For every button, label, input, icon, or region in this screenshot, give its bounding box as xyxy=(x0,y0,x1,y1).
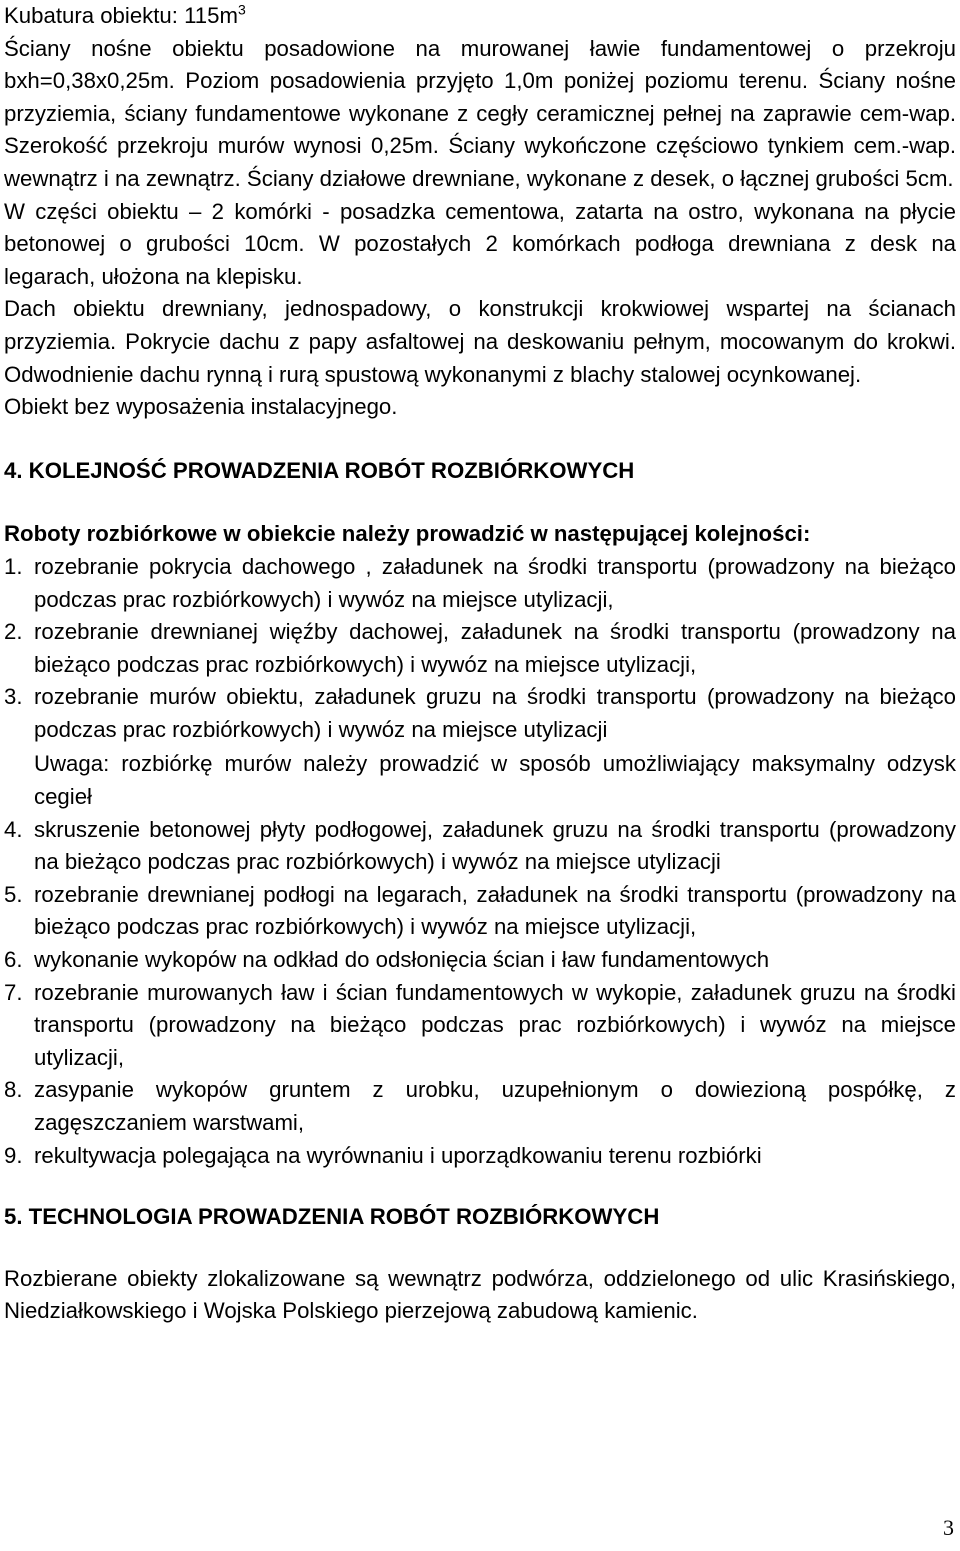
list-item-number: 6. xyxy=(4,947,23,973)
list-item-text: wykonanie wykopów na odkład do odsłonięcia ścian i ław fundamentowych xyxy=(34,947,770,973)
list-item-text: rozebranie drewnianej podłogi na legarach, załadunek na środki transportu (prowadzony na bieżąco podczas prac rozbiórkowych) i wywóz na miejsce utylizacji, xyxy=(34,881,956,940)
list-item-number: 2. xyxy=(4,619,23,645)
list-item xyxy=(4,944,956,977)
list-item-number: 5. xyxy=(4,881,23,907)
list-item-text: skruszenie betonowej płyty podłogowej, załadunek gruzu na środki transportu (prowadzony na bieżąco podczas prac rozbiórkowych) i wywóz na miejsce utylizacji xyxy=(34,816,956,875)
list-item-text: rozebranie pokrycia dachowego , załadunek na środki transportu (prowadzony na bieżąco podczas prac rozbiórkowych) i wywóz na miejsce utylizacji, xyxy=(34,553,956,612)
document-page xyxy=(4,0,956,1328)
list-item-body xyxy=(34,681,956,813)
list-item xyxy=(4,814,956,879)
section-5-paragraph: Rozbierane obiekty zlokalizowane są wewnątrz podwórza, oddzielonego od ulic Krasińskiego, Niedziałkowskiego i Wojska Polskiego pierzejową zabudową kamienic. xyxy=(4,1265,956,1324)
intro-paragraph-roof: Dach obiektu drewniany, jednospadowy, o konstrukcji krokwiowej wspartej na ścianach przyziemia. Pokrycie dachu z papy asfaltowej na deskowaniu pełnym, mocowanym do krokwi. Odwodnienie dachu rynną i rurą spustową wykonanymi z blachy stalowej ocynkowanej. xyxy=(4,296,956,387)
list-item-number: 7. xyxy=(4,979,23,1005)
list-item-number: 4. xyxy=(4,816,23,842)
section-5-heading: 5. TECHNOLOGIA PROWADZENIA ROBÓT ROZBIÓRKOWYCH xyxy=(4,1204,660,1230)
list-item-text: rozebranie murów obiektu, załadunek gruzu na środki transportu (prowadzony na bieżąco podczas prac rozbiórkowych) i wywóz na miejsce utylizacji xyxy=(34,684,956,742)
list-item-number: 1. xyxy=(4,553,23,579)
intro-paragraph-floors: W części obiektu – 2 komórki - posadzka cementowa, zatarta na ostro, wykonana na płycie betonowej o grubości 10cm. W pozostałych 2 komórkach podłoga drewniana z desk na legarach, ułożona na klepisku. xyxy=(4,198,956,289)
list-item-number: 8. xyxy=(4,1077,23,1103)
list-item xyxy=(4,1140,956,1173)
list-item-text: rozebranie murowanych ław i ścian fundamentowych w wykopie, załadunek gruzu na środki transportu (prowadzony na bieżąco podczas prac rozbiórkowych) i wywóz na miejsce utylizacji, xyxy=(34,979,956,1070)
demolition-steps-list xyxy=(4,551,956,1172)
list-item xyxy=(4,1074,956,1139)
list-item-text: rekultywacja polegająca na wyrównaniu i uporządkowaniu terenu rozbiórki xyxy=(34,1142,762,1168)
list-item-number: 3. xyxy=(4,684,23,710)
list-item xyxy=(4,616,956,681)
intro-paragraph-installations: Obiekt bez wyposażenia instalacyjnego. xyxy=(4,394,398,420)
list-item xyxy=(4,977,956,1075)
page-number: 3 xyxy=(943,1515,954,1540)
intro-paragraph-walls: Ściany nośne obiektu posadowione na murowanej ławie fundamentowej o przekroju bxh=0,38x0,25m. Poziom posadowienia przyjęto 1,0m poniżej poziomu terenu. Ściany nośne przyziemia, ściany fundamentowe wykonane z cegły ceramicznej pełnej na zaprawie cem-wap. Szerokość przekroju murów wynosi 0,25m. Ściany wykończone częściowo tynkiem cem.-wap. wewnątrz i na zewnątrz. Ściany działowe drewniane, wykonane z desek, o łącznej grubości 5cm. xyxy=(4,35,956,191)
kubatura-line xyxy=(4,0,956,33)
kubatura-text: Kubatura obiektu: 115m xyxy=(4,3,238,28)
list-item xyxy=(4,879,956,944)
list-item xyxy=(4,551,956,616)
list-item-number: 9. xyxy=(4,1142,23,1168)
section-4-heading: 4. KOLEJNOŚĆ PROWADZENIA ROBÓT ROZBIÓRKOWYCH xyxy=(4,457,635,483)
list-item-text: zasypanie wykopów gruntem z urobku, uzupełnionym o dowiezioną pospółkę, z zagęszczaniem warstwami, xyxy=(34,1077,956,1135)
kubatura-superscript: 3 xyxy=(237,1,246,18)
section-4-intro: Roboty rozbiórkowe w obiekcie należy prowadzić w następującej kolejności: xyxy=(4,521,811,547)
list-item-text: rozebranie drewnianej więźby dachowej, załadunek na środki transportu (prowadzony na bieżąco podczas prac rozbiórkowych) i wywóz na miejsce utylizacji, xyxy=(34,619,956,677)
list-item xyxy=(4,681,956,813)
list-item-note: Uwaga: rozbiórkę murów należy prowadzić w sposób umożliwiający maksymalny odzysk cegieł xyxy=(34,751,956,810)
